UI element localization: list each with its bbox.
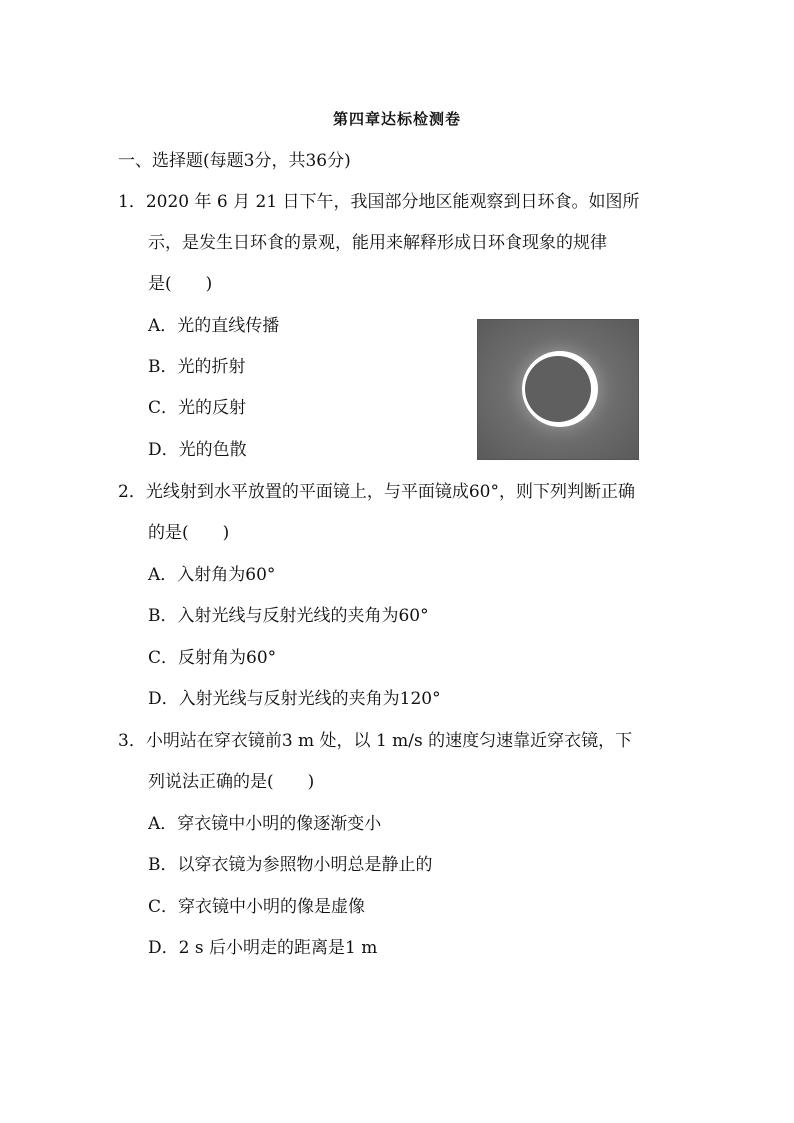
annular-eclipse-photo <box>477 319 639 460</box>
question-2-option-d: D．入射光线与反射光线的夹角为120° <box>148 689 441 709</box>
question-1-stem-line-3: 是( ) <box>148 274 213 294</box>
question-1-option-c: C．光的反射 <box>148 398 247 418</box>
question-3-stem-line-1: 3．小明站在穿衣镜前3 m 处，以 1 m/s 的速度匀速靠近穿衣镜，下 <box>118 731 633 751</box>
question-1-option-d: D．光的色散 <box>148 440 247 460</box>
section-heading: 一、选择题(每题3分，共36分) <box>118 151 351 171</box>
question-1-option-a: A．光的直线传播 <box>148 316 280 336</box>
question-2-option-b: B．入射光线与反射光线的夹角为60° <box>148 606 429 626</box>
question-1-stem-line-2: 示，是发生日环食的景观，能用来解释形成日环食现象的规律 <box>148 233 607 253</box>
question-3-option-c: C．穿衣镜中小明的像是虚像 <box>148 897 366 917</box>
question-3-option-b: B．以穿衣镜为参照物小明总是静止的 <box>148 855 433 875</box>
question-3-option-d: D．2 s 后小明走的距离是1 m <box>148 938 378 958</box>
question-2-stem-line-2: 的是( ) <box>148 523 230 543</box>
question-2-option-a: A．入射角为60° <box>148 565 276 585</box>
page-title: 第四章达标检测卷 <box>332 110 461 128</box>
question-3-stem-line-2: 列说法正确的是( ) <box>148 772 315 792</box>
question-2-stem-line-1: 2．光线射到水平放置的平面镜上，与平面镜成60°，则下列判断正确 <box>118 482 635 502</box>
question-2-option-c: C．反射角为60° <box>148 648 277 668</box>
question-3-option-a: A．穿衣镜中小明的像逐渐变小 <box>148 814 382 834</box>
annular-eclipse-image <box>478 320 639 460</box>
question-1-stem-line-1: 1．2020 年 6 月 21 日下午，我国部分地区能观察到日环食。如图所 <box>118 192 640 212</box>
question-1-option-b: B．光的折射 <box>148 357 246 377</box>
